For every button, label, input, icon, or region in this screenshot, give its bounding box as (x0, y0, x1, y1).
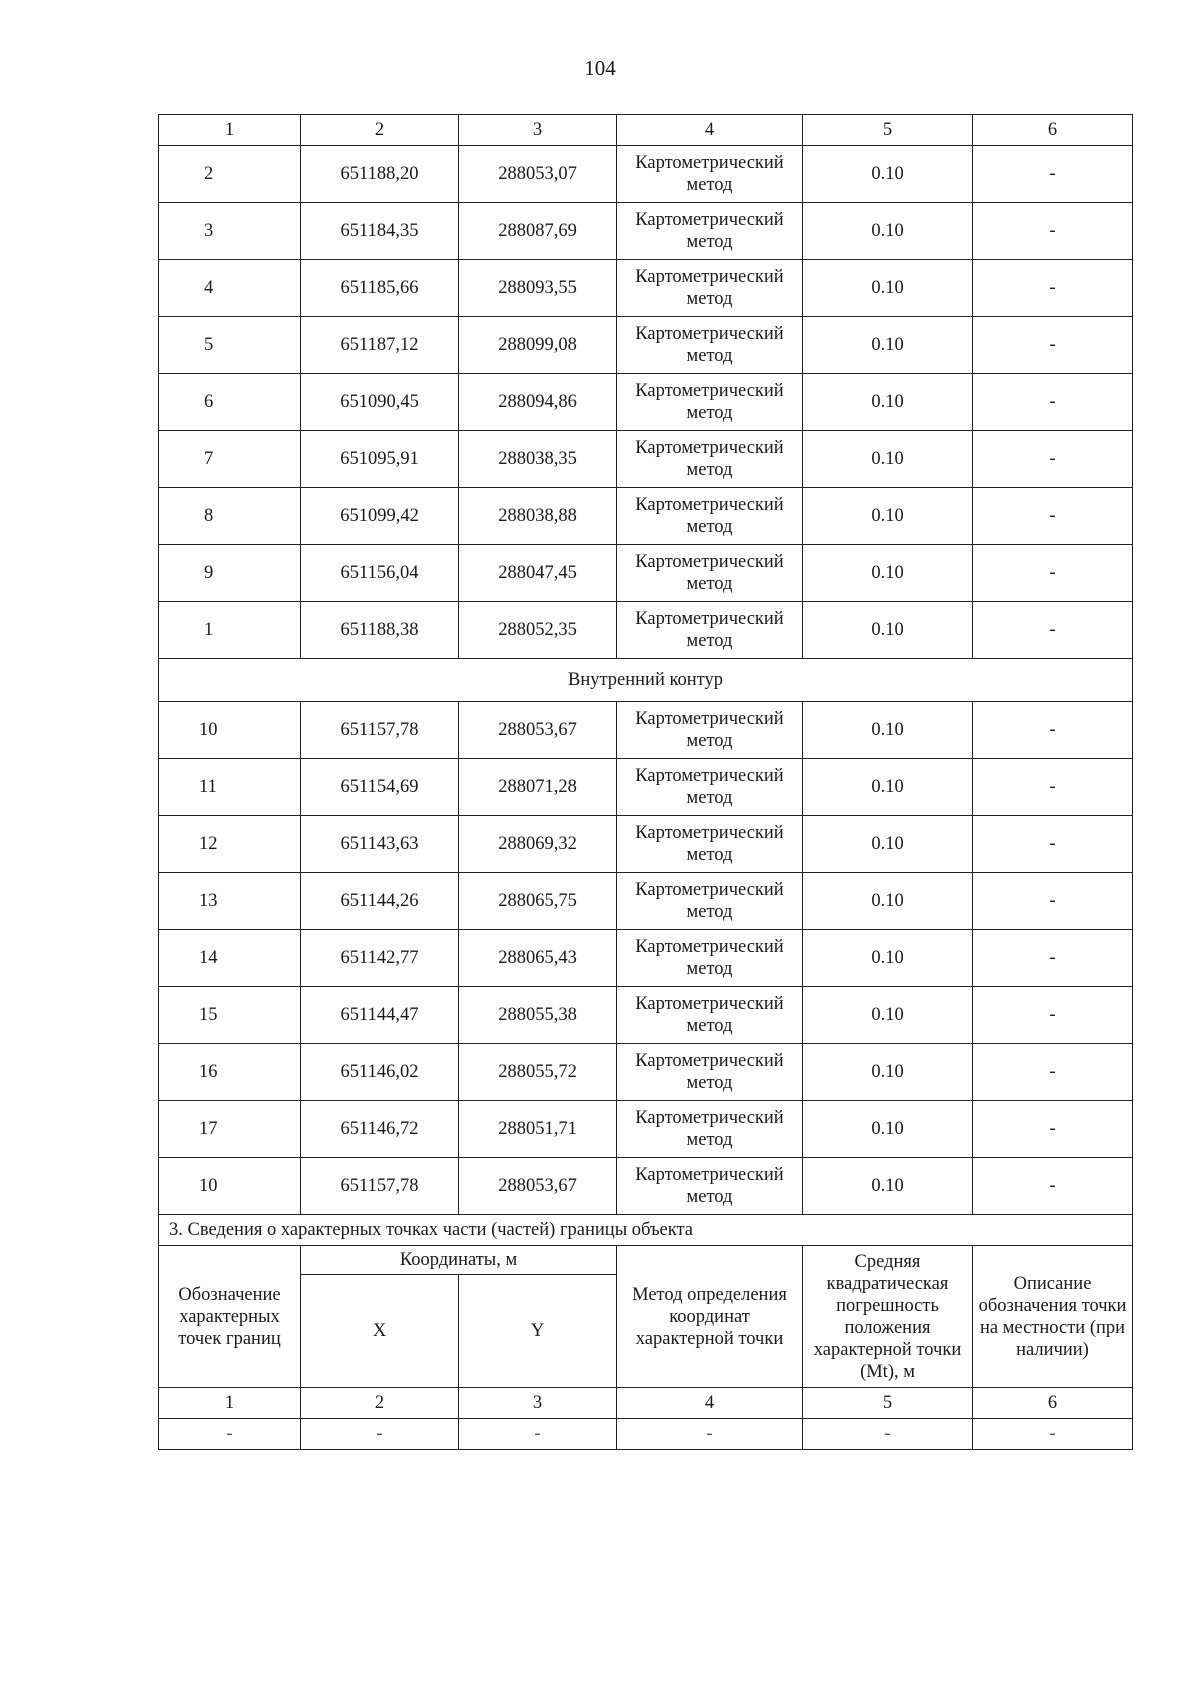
mt-error-cell: 0.10 (803, 488, 973, 545)
y-coordinate-cell: 288065,75 (459, 873, 617, 930)
method-cell: Картометрический метод (617, 146, 803, 203)
table-row (159, 317, 1133, 374)
table-row (159, 1158, 1133, 1215)
method-cell: Картометрический метод (617, 317, 803, 374)
mt-error-cell: 0.10 (803, 374, 973, 431)
y-coordinate-cell: 288087,69 (459, 203, 617, 260)
header-method: Метод определения координат характерной точки (617, 1246, 803, 1388)
x-coordinate-cell: 651144,26 (301, 873, 459, 930)
method-cell: Картометрический метод (617, 488, 803, 545)
method-cell: Картометрический метод (617, 260, 803, 317)
mt-error-cell: 0.10 (803, 816, 973, 873)
x-coordinate-cell: 651090,45 (301, 374, 459, 431)
column-number: 1 (159, 1388, 301, 1419)
point-number-cell: 12 (159, 816, 301, 873)
method-cell: Картометрический метод (617, 702, 803, 759)
description-cell: - (973, 374, 1133, 431)
point-number-cell: 10 (159, 702, 301, 759)
empty-cell: - (803, 1419, 973, 1450)
description-cell: - (973, 317, 1133, 374)
description-cell: - (973, 203, 1133, 260)
header-point-designation: Обозначение характерных точек границ (159, 1246, 301, 1388)
column-number: 1 (159, 115, 301, 146)
x-coordinate-cell: 651184,35 (301, 203, 459, 260)
table-row (159, 816, 1133, 873)
x-coordinate-cell: 651099,42 (301, 488, 459, 545)
y-coordinate-cell: 288053,67 (459, 702, 617, 759)
description-cell: - (973, 1044, 1133, 1101)
y-coordinate-cell: 288038,35 (459, 431, 617, 488)
table-row (159, 203, 1133, 260)
y-coordinate-cell: 288051,71 (459, 1101, 617, 1158)
description-cell: - (973, 260, 1133, 317)
point-number-cell: 16 (159, 1044, 301, 1101)
x-coordinate-cell: 651095,91 (301, 431, 459, 488)
method-cell: Картометрический метод (617, 203, 803, 260)
table-row (159, 702, 1133, 759)
mt-error-cell: 0.10 (803, 545, 973, 602)
point-number-cell: 10 (159, 1158, 301, 1215)
mt-error-cell: 0.10 (803, 1158, 973, 1215)
column-number: 6 (973, 1388, 1133, 1419)
mt-error-cell: 0.10 (803, 873, 973, 930)
empty-cell: - (159, 1419, 301, 1450)
method-cell: Картометрический метод (617, 545, 803, 602)
method-cell: Картометрический метод (617, 873, 803, 930)
y-coordinate-cell: 288047,45 (459, 545, 617, 602)
header-mean-error: Средняя квадратическая погрешность положения характерной точки (Mt), м (803, 1246, 973, 1388)
description-cell: - (973, 930, 1133, 987)
y-coordinate-cell: 288053,67 (459, 1158, 617, 1215)
x-coordinate-cell: 651157,78 (301, 702, 459, 759)
mt-error-cell: 0.10 (803, 260, 973, 317)
method-cell: Картометрический метод (617, 1158, 803, 1215)
table-row (159, 759, 1133, 816)
section-3-empty-row (159, 1419, 1133, 1450)
section-3-title-row (159, 1215, 1133, 1246)
description-cell: - (973, 816, 1133, 873)
point-number-cell: 11 (159, 759, 301, 816)
mt-error-cell: 0.10 (803, 203, 973, 260)
coordinates-table (158, 114, 1133, 1450)
description-cell: - (973, 987, 1133, 1044)
y-coordinate-cell: 288069,32 (459, 816, 617, 873)
section-3-header-row (159, 1246, 1133, 1275)
header-y: Y (459, 1275, 617, 1388)
y-coordinate-cell: 288055,38 (459, 987, 617, 1044)
x-coordinate-cell: 651154,69 (301, 759, 459, 816)
table-row (159, 146, 1133, 203)
x-coordinate-cell: 651143,63 (301, 816, 459, 873)
method-cell: Картометрический метод (617, 602, 803, 659)
header-x: X (301, 1275, 459, 1388)
inner-contour-row (159, 659, 1133, 702)
point-number-cell: 5 (159, 317, 301, 374)
method-cell: Картометрический метод (617, 987, 803, 1044)
mt-error-cell: 0.10 (803, 146, 973, 203)
mt-error-cell: 0.10 (803, 431, 973, 488)
point-number-cell: 4 (159, 260, 301, 317)
empty-cell: - (617, 1419, 803, 1450)
x-coordinate-cell: 651146,72 (301, 1101, 459, 1158)
point-number-cell: 6 (159, 374, 301, 431)
column-number: 4 (617, 1388, 803, 1419)
y-coordinate-cell: 288071,28 (459, 759, 617, 816)
mt-error-cell: 0.10 (803, 987, 973, 1044)
y-coordinate-cell: 288094,86 (459, 374, 617, 431)
table-row (159, 260, 1133, 317)
table-row (159, 1044, 1133, 1101)
x-coordinate-cell: 651156,04 (301, 545, 459, 602)
method-cell: Картометрический метод (617, 930, 803, 987)
method-cell: Картометрический метод (617, 431, 803, 488)
x-coordinate-cell: 651187,12 (301, 317, 459, 374)
method-cell: Картометрический метод (617, 816, 803, 873)
empty-cell: - (973, 1419, 1133, 1450)
point-number-cell: 8 (159, 488, 301, 545)
point-number-cell: 13 (159, 873, 301, 930)
point-number-cell: 2 (159, 146, 301, 203)
column-number-row (159, 115, 1133, 146)
method-cell: Картометрический метод (617, 1044, 803, 1101)
x-coordinate-cell: 651188,20 (301, 146, 459, 203)
description-cell: - (973, 759, 1133, 816)
mt-error-cell: 0.10 (803, 1044, 973, 1101)
table-row (159, 987, 1133, 1044)
method-cell: Картометрический метод (617, 374, 803, 431)
x-coordinate-cell: 651142,77 (301, 930, 459, 987)
x-coordinate-cell: 651144,47 (301, 987, 459, 1044)
mt-error-cell: 0.10 (803, 602, 973, 659)
point-number-cell: 14 (159, 930, 301, 987)
table-row (159, 431, 1133, 488)
y-coordinate-cell: 288038,88 (459, 488, 617, 545)
empty-cell: - (301, 1419, 459, 1450)
page-number: 104 (584, 56, 616, 80)
y-coordinate-cell: 288053,07 (459, 146, 617, 203)
description-cell: - (973, 1158, 1133, 1215)
column-number: 5 (803, 115, 973, 146)
method-cell: Картометрический метод (617, 1101, 803, 1158)
mt-error-cell: 0.10 (803, 930, 973, 987)
mt-error-cell: 0.10 (803, 317, 973, 374)
table-row (159, 930, 1133, 987)
mt-error-cell: 0.10 (803, 759, 973, 816)
table-row (159, 545, 1133, 602)
table-row (159, 873, 1133, 930)
y-coordinate-cell: 288093,55 (459, 260, 617, 317)
column-number: 6 (973, 115, 1133, 146)
table-row (159, 374, 1133, 431)
column-number: 3 (459, 115, 617, 146)
mt-error-cell: 0.10 (803, 702, 973, 759)
header-description: Описание обозначения точки на местности (при наличии) (973, 1246, 1133, 1388)
empty-cell: - (459, 1419, 617, 1450)
y-coordinate-cell: 288065,43 (459, 930, 617, 987)
description-cell: - (973, 873, 1133, 930)
table-row (159, 488, 1133, 545)
point-number-cell: 17 (159, 1101, 301, 1158)
description-cell: - (973, 488, 1133, 545)
table-row (159, 1101, 1133, 1158)
column-number: 4 (617, 115, 803, 146)
section-3-column-number-row (159, 1388, 1133, 1419)
point-number-cell: 7 (159, 431, 301, 488)
point-number-cell: 9 (159, 545, 301, 602)
description-cell: - (973, 431, 1133, 488)
column-number: 2 (301, 1388, 459, 1419)
x-coordinate-cell: 651185,66 (301, 260, 459, 317)
y-coordinate-cell: 288055,72 (459, 1044, 617, 1101)
inner-contour-label: Внутренний контур (159, 659, 1133, 702)
description-cell: - (973, 146, 1133, 203)
x-coordinate-cell: 651188,38 (301, 602, 459, 659)
description-cell: - (973, 1101, 1133, 1158)
point-number-cell: 3 (159, 203, 301, 260)
mt-error-cell: 0.10 (803, 1101, 973, 1158)
description-cell: - (973, 602, 1133, 659)
y-coordinate-cell: 288099,08 (459, 317, 617, 374)
column-number: 3 (459, 1388, 617, 1419)
x-coordinate-cell: 651146,02 (301, 1044, 459, 1101)
column-number: 5 (803, 1388, 973, 1419)
table-row (159, 602, 1133, 659)
y-coordinate-cell: 288052,35 (459, 602, 617, 659)
description-cell: - (973, 702, 1133, 759)
point-number-cell: 1 (159, 602, 301, 659)
point-number-cell: 15 (159, 987, 301, 1044)
column-number: 2 (301, 115, 459, 146)
x-coordinate-cell: 651157,78 (301, 1158, 459, 1215)
header-coordinates: Координаты, м (301, 1246, 617, 1275)
description-cell: - (973, 545, 1133, 602)
section-3-title: 3. Сведения о характерных точках части (частей) границы объекта (159, 1215, 1133, 1246)
method-cell: Картометрический метод (617, 759, 803, 816)
